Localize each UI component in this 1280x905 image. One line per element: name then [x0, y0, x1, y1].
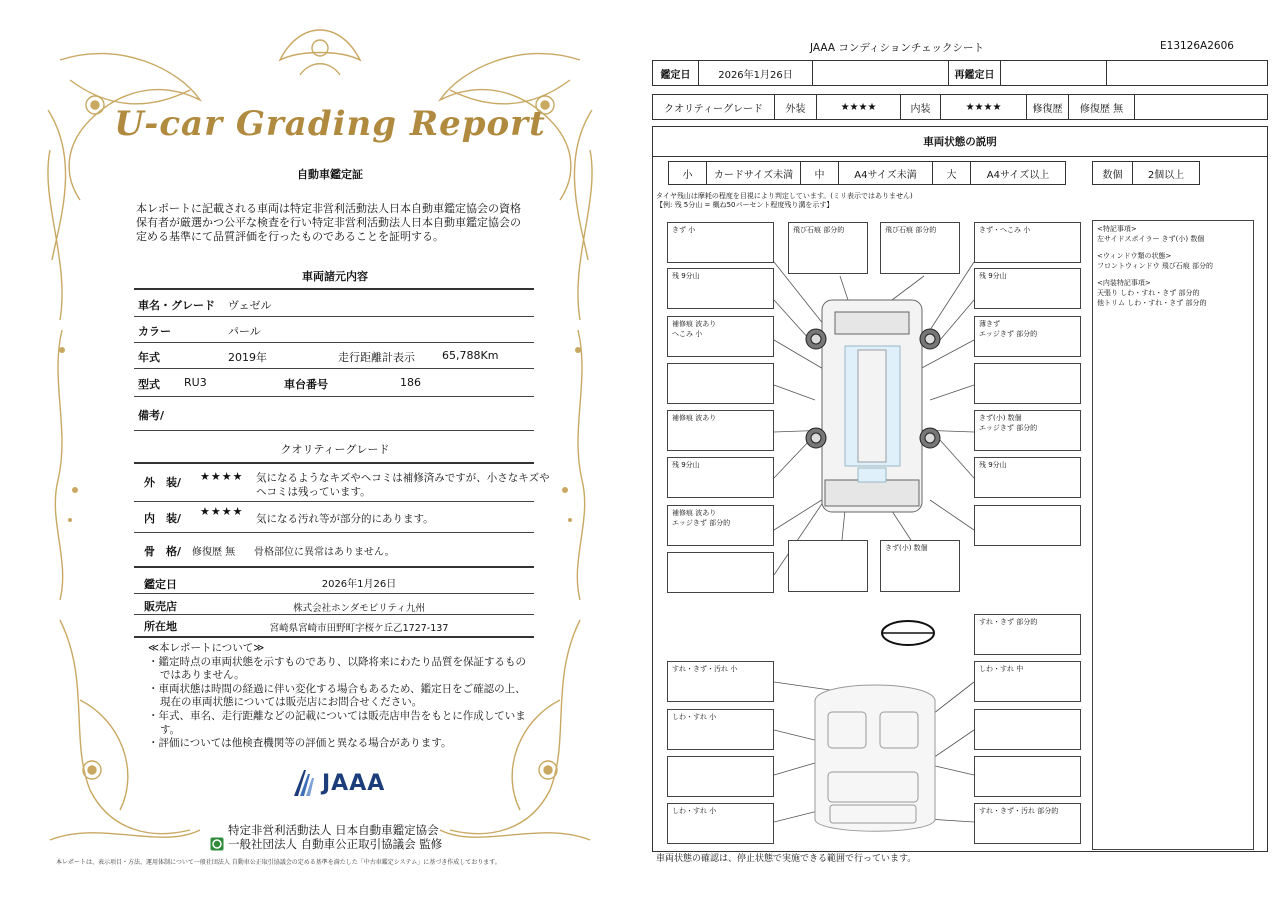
frame-text: 骨格部位に異常はありません。 [254, 547, 395, 558]
jaaa-emblem-icon [292, 768, 318, 798]
divider [134, 368, 534, 369]
damage-box: 補修痕 波あり エッジきず 部分的 [667, 505, 774, 546]
inspection-date-label: 鑑定日 [144, 578, 177, 591]
report-subtitle: 自動車鑑定証 [297, 168, 363, 181]
grade-heading: クオリティーグレード [280, 443, 390, 456]
damage-box [974, 363, 1081, 404]
tire-note-line-2: 【例: 残 5分山 = 概ね50パーセント程度残り溝を示す】 [656, 201, 834, 209]
year-value: 2019年 [228, 351, 267, 364]
exterior-label: 外 装/ [144, 476, 182, 489]
color-label: カラー [138, 325, 171, 338]
exterior-stars: ★★★★ [817, 95, 901, 119]
interior-stars: ★★★★ [941, 95, 1027, 119]
chassis-label: 車台番号 [284, 378, 328, 391]
date-label: 鑑定日 [653, 61, 699, 85]
exterior-text-2: ヘコミは残っています。 [256, 486, 371, 498]
dealer-value: 株式会社ホンダモビリティ九州 [293, 603, 425, 614]
divider [134, 593, 534, 594]
window-heading: <ウィンドウ類の状態> [1097, 252, 1172, 260]
jaaa-logo-text: JAAA [322, 770, 386, 796]
divider [134, 566, 534, 568]
divider [134, 316, 534, 317]
report-intro: 本レポートに記載される車両は特定非営利活動法人日本自動車鑑定協会の資格保有者が厳選かつ公平な検査を行い特定非営利活動法人日本自動車鑑定協会の定める基準にて品質評価を行ったものであることを証明する。 [136, 202, 521, 243]
frame-repair-value: 修復歴 無 [192, 547, 236, 558]
damage-box: きず(小) 数個 エッジきず 部分的 [974, 410, 1081, 451]
panel-title: 車両状態の説明 [653, 127, 1267, 157]
chassis-value: 186 [400, 376, 421, 389]
size-small: 小 [669, 162, 707, 184]
remarks-label: 備考/ [138, 409, 165, 422]
damage-box: すれ・きず・汚れ 部分的 [974, 803, 1081, 844]
address-value: 宮崎県宮崎市田野町字桜ケ丘乙1727-137 [269, 623, 449, 634]
damage-box [667, 552, 774, 593]
sheet-title: JAAA コンディションチェックシート [810, 42, 985, 54]
interior-label: 内 装/ [144, 512, 182, 525]
window-text: フロントウィンドウ 飛び石痕 部分的 [1097, 262, 1214, 270]
size-mid: 中 [801, 162, 839, 184]
note-item: ・鑑定時点の車両状態を示すものであり、以降将来にわたり品質を保証するものではありません。 [148, 655, 526, 682]
size-mid-desc: A4サイズ未満 [839, 162, 933, 184]
divider [134, 636, 534, 638]
divider [134, 288, 534, 290]
frame-label: 骨 格/ [144, 545, 182, 558]
model-value: RU3 [184, 376, 207, 389]
damage-box: 残 9分山 [974, 457, 1081, 498]
divider [134, 532, 534, 533]
damage-box: しわ・すれ 中 [974, 661, 1081, 702]
divider [134, 342, 534, 343]
damage-box: すれ・きず・汚れ 小 [667, 661, 774, 702]
damage-box [667, 756, 774, 797]
report-script-title: U-car Grading Report [114, 104, 546, 144]
damage-box [974, 756, 1081, 797]
count-label: 数個 [1093, 162, 1133, 184]
damage-box [667, 363, 774, 404]
mileage-label: 走行距離計表示 [338, 351, 415, 364]
interior-text: 天張り しわ・すれ・きず 部分的 [1097, 289, 1200, 297]
divider [134, 462, 534, 464]
damage-box: すれ・きず 部分的 [974, 614, 1081, 655]
dealer-label: 販売店 [144, 600, 177, 613]
note-item: ・年式、車名、走行距離などの記載については販売店申告をもとに作成しています。 [148, 709, 526, 736]
divider [134, 396, 534, 397]
report-footer: 本レポートは、表示項目・方法、運用体制について一般社団法人 自動車公正取引協議会の定める基準を満たした「中古車鑑定システム」に基づき作成しております。 [56, 859, 501, 866]
year-label: 年式 [138, 351, 160, 364]
supervisor-line [210, 836, 442, 852]
damage-box: きず・へこみ 小 [974, 222, 1081, 263]
damage-box: きず 小 [667, 222, 774, 263]
damage-box: 薄きず エッジきず 部分的 [974, 316, 1081, 357]
model-label: 型式 [138, 378, 160, 391]
damage-box: 飛び石痕 部分的 [788, 222, 868, 274]
spec-heading: 車両諸元内容 [302, 270, 368, 283]
sheet-code: E13126A2606 [1160, 40, 1234, 52]
address-label: 所在地 [144, 620, 177, 633]
size-large-desc: A4サイズ以上 [986, 169, 1050, 181]
damage-box: 残 9分山 [974, 268, 1081, 309]
damage-box [974, 505, 1081, 546]
special-heading: <特記事項> [1097, 225, 1137, 233]
interior-heading: <内装特記事項> [1097, 279, 1151, 287]
color-value: パール [228, 325, 261, 338]
inspection-date-value: 2026年1月26日 [321, 579, 397, 590]
interior-label: 内装 [901, 95, 941, 119]
jaaa-logo [292, 768, 385, 798]
repair-value: 修復歴 無 [1069, 95, 1135, 119]
special-notes [1092, 220, 1254, 850]
tire-note-line-1: タイヤ残山は摩耗の程度を目視により判定しています。(ミリ表示ではありません) [656, 192, 913, 200]
report-notes [148, 642, 528, 751]
sheet-bottom-note: 車両状態の確認は、停止状態で実施できる範囲で行っています。 [656, 854, 917, 864]
exterior-stars: ★★★★ [200, 470, 244, 483]
condition-check-sheet [640, 0, 1280, 905]
divider [134, 430, 534, 431]
damage-box: しわ・すれ 小 [667, 803, 774, 844]
damage-box: しわ・すれ 小 [667, 709, 774, 750]
damage-box: 補修痕 波あり へこみ 小 [667, 316, 774, 357]
damage-box [788, 540, 868, 592]
interior-text: 他トリム しわ・すれ・きず 部分的 [1097, 299, 1207, 307]
note-item: ・評価については他検査機関等の評価と異なる場合があります。 [148, 737, 452, 750]
quality-grade-label: クオリティーグレード [653, 95, 775, 119]
special-text: 左サイドスポイラー きず(小) 数個 [1097, 235, 1205, 243]
car-name-value: ヴェゼル [228, 299, 272, 312]
notes-title: ≪本レポートについて≫ [148, 642, 265, 654]
supervisor-text: 一般社団法人 自動車公正取引協議会 監修 [228, 837, 443, 851]
mileage-value: 65,788Km [442, 349, 499, 362]
exterior-text-1: 気になるようなキズやヘコミは補修済みですが、小さなキズや [256, 472, 550, 484]
redate-label: 再鑑定日 [949, 61, 1001, 85]
fair-trade-mark-icon [210, 837, 224, 851]
interior-text: 気になる汚れ等が部分的にあります。 [256, 513, 434, 525]
damage-box: 補修痕 波あり [667, 410, 774, 451]
size-small-desc: カードサイズ未満 [707, 162, 801, 184]
damage-box: 飛び石痕 部分的 [880, 222, 960, 274]
interior-stars: ★★★★ [200, 505, 244, 518]
size-large: 大 [933, 162, 971, 184]
damage-box [974, 709, 1081, 750]
divider [134, 614, 534, 615]
association-name: 特定非営利活動法人 日本自動車鑑定協会 [228, 823, 439, 837]
damage-box: きず(小) 数個 [880, 540, 960, 592]
car-name-label: 車名・グレード [138, 299, 215, 312]
count-desc: 2個以上 [1147, 169, 1185, 181]
damage-box: 残 9分山 [667, 457, 774, 498]
divider [134, 501, 534, 502]
exterior-label: 外装 [775, 95, 817, 119]
repair-label: 修復歴 [1027, 95, 1069, 119]
note-item: ・車両状態は時間の経過に伴い変化する場合もあるため、鑑定日をご確認の上、現在の車両状態については販売店にお問合せください。 [148, 682, 526, 709]
damage-box: 残 9分山 [667, 268, 774, 309]
date-value: 2026年1月26日 [699, 61, 813, 85]
